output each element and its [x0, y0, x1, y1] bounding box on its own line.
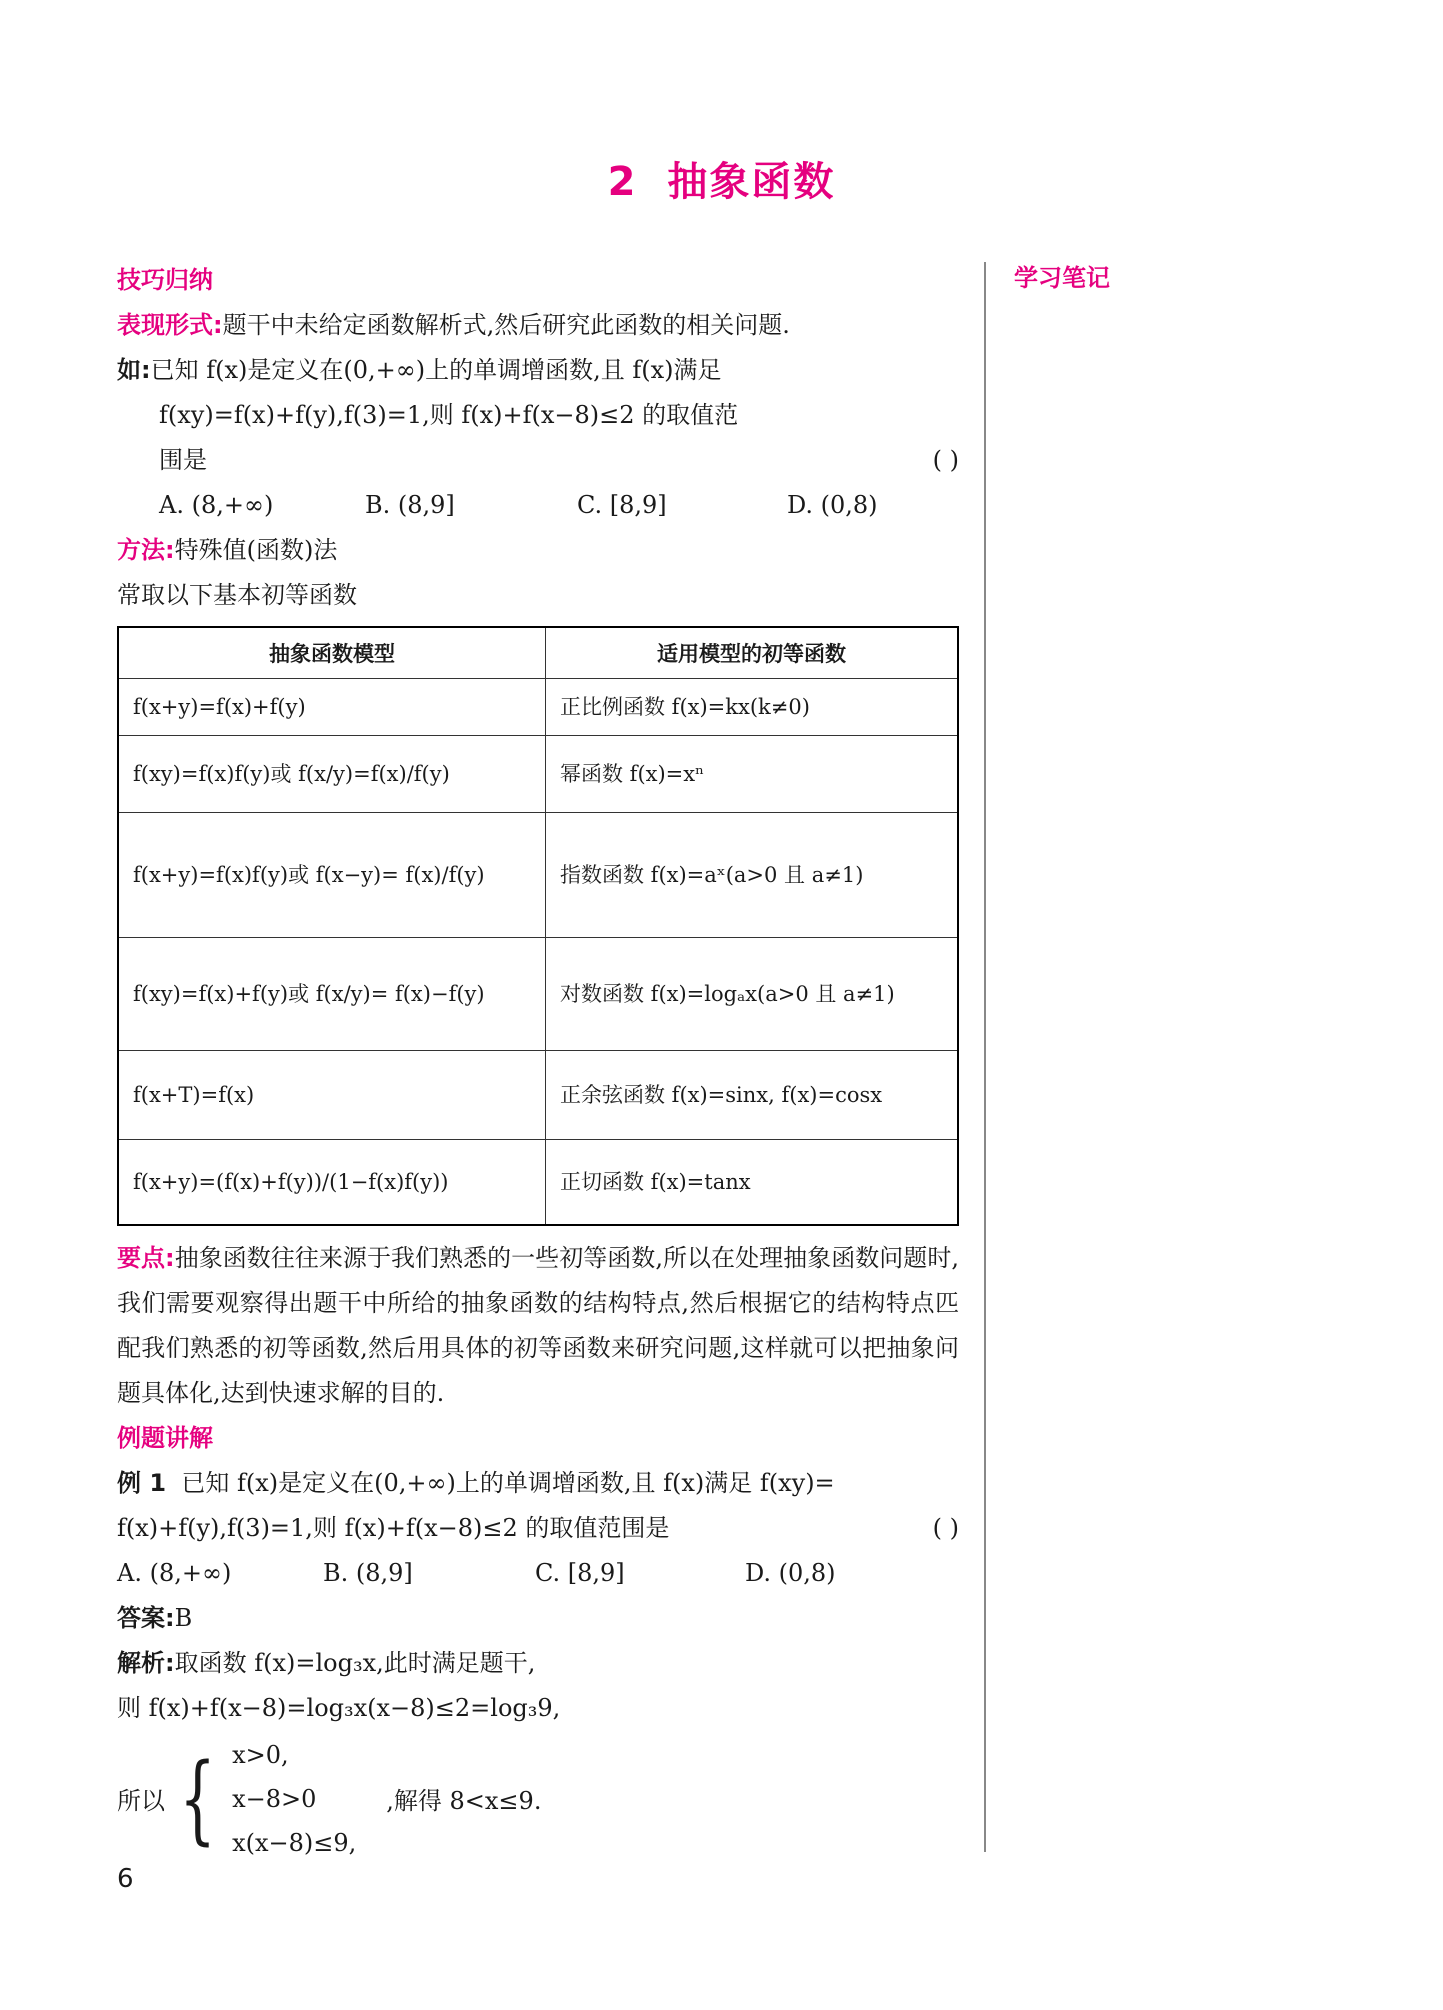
table-row — [118, 736, 958, 813]
table-cell-model: f(x+y)=f(x)f(y)或 f(x−y)= f(x)/f(y) — [118, 813, 546, 938]
table-row — [118, 938, 958, 1051]
example1-line-1 — [117, 1461, 959, 1506]
example-text-3: 围是 — [159, 446, 207, 474]
inequality-system — [117, 1731, 959, 1866]
system-line: x−8>0 — [232, 1784, 317, 1813]
table-header-row — [118, 627, 958, 679]
sidebar-divider — [984, 262, 986, 1852]
table-cell-model: f(xy)=f(x)+f(y)或 f(x/y)= f(x)−f(y) — [118, 938, 546, 1051]
method-text: 特殊值(函数)法 — [174, 536, 338, 564]
so-text: 所以 — [117, 1787, 165, 1815]
form-text: 题干中未给定函数解析式,然后研究此函数的相关问题. — [222, 311, 790, 339]
analysis-text-1: 取函数 f(x)=log₃x,此时满足题干, — [174, 1649, 536, 1677]
example1-options — [117, 1551, 959, 1596]
brace-symbol: { — [179, 1742, 216, 1855]
page-number: 6 — [117, 1864, 134, 1894]
examples-heading: 例题讲解 — [117, 1424, 213, 1452]
option-c: C. [8,9] — [577, 491, 667, 519]
table-cell-model: f(xy)=f(x)f(y)或 f(x/y)=f(x)/f(y) — [118, 736, 546, 813]
table-cell-func: 幂函数 f(x)=xⁿ — [546, 736, 959, 813]
option-b: B. (8,9] — [365, 491, 455, 519]
example-line-1 — [117, 348, 959, 393]
example1-paren: ( ) — [932, 1514, 959, 1542]
model-table — [117, 626, 959, 1226]
example-text-1: 已知 f(x)是定义在(0,+∞)上的单调增函数,且 f(x)满足 — [150, 356, 722, 384]
system-result: ,解得 8<x≤9. — [386, 1787, 542, 1815]
option-c: C. [8,9] — [535, 1559, 625, 1587]
main-content — [117, 258, 959, 1866]
answer-value: B — [174, 1604, 193, 1632]
example-line-2: f(xy)=f(x)+f(y),f(3)=1,则 f(x)+f(x−8)≤2 的取值范 — [159, 401, 739, 429]
table-cell-func: 指数函数 f(x)=aˣ(a>0 且 a≠1) — [546, 813, 959, 938]
example1-label: 例 1 — [117, 1469, 167, 1497]
form-line — [117, 303, 959, 348]
table-cell-model: f(x+y)=(f(x)+f(y))/(1−f(x)f(y)) — [118, 1140, 546, 1226]
method-label: 方法: — [117, 536, 175, 564]
system-lines — [232, 1733, 356, 1865]
method-line — [117, 528, 959, 573]
page-title — [0, 150, 1443, 207]
option-a: A. (8,+∞) — [159, 491, 274, 519]
table-cell-model: f(x+y)=f(x)+f(y) — [118, 679, 546, 736]
table-row — [118, 679, 958, 736]
answer-label: 答案: — [117, 1604, 175, 1632]
answer-paren: ( ) — [932, 446, 959, 474]
form-label: 表现形式: — [117, 311, 223, 339]
analysis-line-1 — [117, 1641, 959, 1686]
system-line: x>0, — [232, 1740, 289, 1769]
table-row — [118, 1140, 958, 1226]
option-b: B. (8,9] — [323, 1559, 413, 1587]
keypoint-label: 要点: — [117, 1244, 175, 1272]
section-title: 抽象函数 — [667, 159, 836, 205]
option-d: D. (0,8) — [787, 491, 878, 519]
table-row — [118, 1051, 958, 1140]
table-cell-func: 对数函数 f(x)=logₐx(a>0 且 a≠1) — [546, 938, 959, 1051]
example1-text-1: 已知 f(x)是定义在(0,+∞)上的单调增函数,且 f(x)满足 f(xy)= — [181, 1469, 835, 1497]
table-cell-model: f(x+T)=f(x) — [118, 1051, 546, 1140]
skills-heading: 技巧归纳 — [117, 266, 213, 294]
system-line: x(x−8)≤9, — [232, 1828, 357, 1857]
sidebar-title: 学习笔记 — [1014, 264, 1110, 292]
example-options — [117, 483, 959, 528]
table-cell-func: 正切函数 f(x)=tanx — [546, 1140, 959, 1226]
example-label: 如: — [117, 356, 151, 384]
analysis-label: 解析: — [117, 1649, 175, 1677]
table-row — [118, 813, 958, 938]
common-line: 常取以下基本初等函数 — [117, 581, 357, 609]
answer-line — [117, 1596, 959, 1641]
table-cell-func: 正比例函数 f(x)=kx(k≠0) — [546, 679, 959, 736]
table-header-model: 抽象函数模型 — [118, 627, 546, 679]
option-d: D. (0,8) — [745, 1559, 836, 1587]
example1-text-2: f(x)+f(y),f(3)=1,则 f(x)+f(x−8)≤2 的取值范围是 — [117, 1514, 670, 1542]
example1-line-2 — [117, 1506, 959, 1551]
table-cell-func: 正余弦函数 f(x)=sinx, f(x)=cosx — [546, 1051, 959, 1140]
section-number: 2 — [607, 159, 638, 205]
keypoint-paragraph — [117, 1236, 959, 1416]
keypoint-text: 抽象函数往往来源于我们熟悉的一些初等函数,所以在处理抽象函数问题时,我们需要观察得出题干中所给的抽象函数的结构特点,然后根据它的结构特点匹配我们熟悉的初等函数,然后用具体的初等函数来研究问题,这样就可以把抽象问题具体化,达到快速求解的目的. — [117, 1244, 959, 1407]
analysis-line-2: 则 f(x)+f(x−8)=log₃x(x−8)≤2=log₃9, — [117, 1694, 561, 1722]
option-a: A. (8,+∞) — [117, 1559, 232, 1587]
example-line-3 — [117, 438, 959, 483]
table-header-func: 适用模型的初等函数 — [546, 627, 959, 679]
